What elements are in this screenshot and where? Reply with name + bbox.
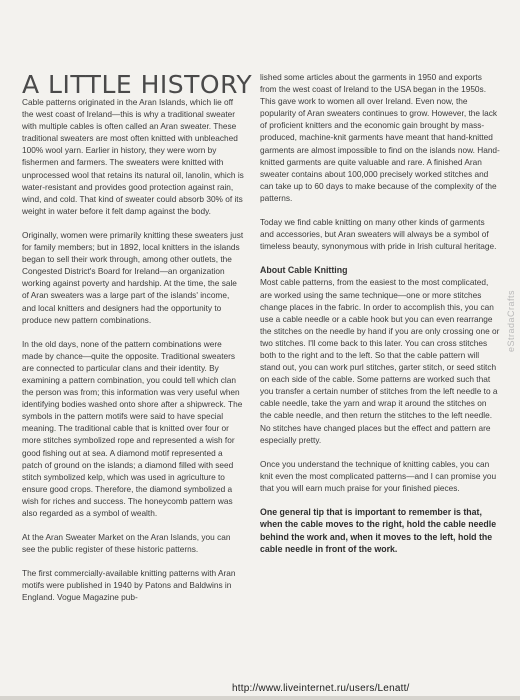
page-title: A LITTLE HISTORY — [22, 70, 253, 99]
paragraph: lished some articles about the garments in 1950 and exports from the west coast of Ireland to the USA began in the 1950s. This gave work to women all over Ireland. Even now, the popularity of Aran sweaters continues to grow. However, the lack of proficient knitters and the economic gain brought by mass-produced, machine-knit garments have meant that hand-knitted garments are almost impossible to find on the islands now. Hand-knitted garments are quite valuable and rare. A finished Aran sweater contains about 100,000 precisely worked stitches and can take up to 60 days to make because of the complexity of the patterns. — [260, 72, 500, 203]
footer-bar — [0, 696, 520, 700]
right-column — [260, 71, 500, 568]
paragraph: In the old days, none of the pattern combinations were made by chance—quite the opposite. Traditional sweaters are connected to particular clans and their identity. By examining a pattern combination, you could tell which clan the person was from; this information was very useful when identifying bodies washed onto shore after a shipwreck. The symbols in the pattern motifs were said to have special meaning. The traditional cable that is knitted over four or more stitches symbolized rope and represented a wish for good fishing out at sea. A diamond motif represented a patch of ground on the islands; a diamond filled with seed stitch symbolized kelp, which was used in agriculture to ensure good crops. Therefore, the diamond symbolized a wish for riches and success. The honeycomb pattern was also regarded as a symbol of wealth. — [22, 338, 243, 518]
paragraph: The first commercially-available knitting patterns with Aran motifs were published in 1940 by Patons and Baldwins in England. Vogue Magazine pub- — [22, 568, 236, 603]
section-subhead: About Cable Knitting — [260, 265, 348, 276]
paragraph: Originally, women were primarily knitting these sweaters just for family members; but in 1892, local knitters in the islands began to sell their work through, among other outlets, the Congested District's Board for Ireland—an organization working against poverty and hardship. At the time, the sale of Aran sweaters was a large part of the islands' income, and local knitters and designers had the opportunity to produce new pattern combinations. — [22, 229, 244, 325]
paragraph: Today we find cable knitting on many other kinds of garments and accessories, but Aran sweaters will always be a symbol of timeless beauty, synonymous with pride in Irish cultural heritage. — [260, 217, 497, 252]
tip-paragraph: One general tip that is important to remember is that, when the cable moves to the right, hold the cable needle behind the work and, when it moves to the left, hold the cable needle in front of the work. — [260, 507, 497, 555]
footer-url[interactable]: http://www.liveinternet.ru/users/Lenatt/ — [232, 683, 410, 694]
paragraph: Cable patterns originated in the Aran Islands, which lie off the west coast of Ireland—this is why a traditional sweater with multiple cables is often called an Aran sweater. These traditional sweaters are most often knitted with unbleached 100% wool yarn. Earlier in history, they were worn by fishermen and farmers. The sweaters were knitted with unprocessed wool that retains its natural oil, lanolin, which is water-resistant and provides good protection against rain, wind, and cold. That kind of sweater could absorb 30% of its weight in water before it felt damp against the body. — [22, 97, 244, 216]
paragraph: At the Aran Sweater Market on the Aran Islands, you can see the public register of these historic patterns. — [22, 532, 231, 555]
paragraph: Most cable patterns, from the easiest to the most complicated, are worked using the same technique—one or more stitches change places in the fabric. In order to accomplish this, you can use a cable needle or a cable hook but you can even rearrange the stitches on the needle by hand if you are only crossing one or two stitches. I'll come back to this later. You can cross stitches both to the right and to the left. So that the cable pattern will stand out, you can work purl stitches, garter stitch, or seed stitch on each side of the cable. Some patterns are worked such that you transfer a certain number of stitches from the left needle to a cable needle, take the yarn and wrap it around the stitches on the cable needle, and then return the stitches to the left needle. No stitches have changed places but the effect and pattern are especially pretty. — [260, 277, 500, 445]
paragraph: Once you understand the technique of knitting cables, you can knit even the most complicated patterns—and I can promise you that you will earn much praise for your finished pieces. — [260, 458, 497, 493]
watermark: eStradaCrafts — [506, 290, 516, 353]
left-column — [22, 96, 244, 616]
